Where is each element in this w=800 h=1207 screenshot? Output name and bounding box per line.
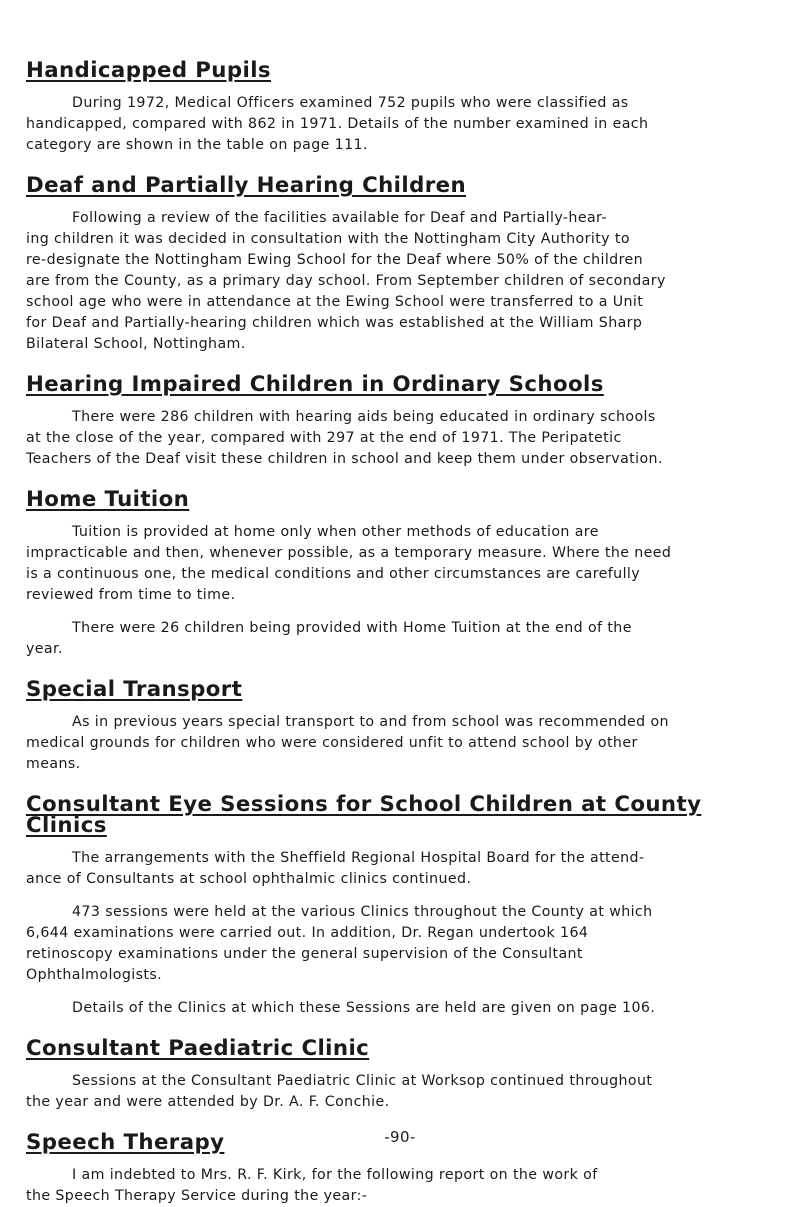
document-page [26,60,786,1207]
text-line: 473 sessions were held at the various Clinics throughout the County at which [72,904,653,920]
text-line: the Speech Therapy Service during the year:- [26,1188,368,1204]
section-consultant-eye-sessions [26,794,786,1019]
paragraph [26,848,786,890]
text-line: There were 26 children being provided with Home Tuition at the end of the [72,620,632,636]
section-deaf-partially-hearing [26,175,786,355]
paragraph [26,1165,786,1207]
text-line: Following a review of the facilities available for Deaf and Partially-hear- [72,210,607,226]
section-heading: Consultant Paediatric Clinic [26,1036,370,1061]
text-line: reviewed from time to time. [26,587,236,603]
text-line: I am indebted to Mrs. R. F. Kirk, for the following report on the work of [72,1167,598,1183]
text-line: The arrangements with the Sheffield Regional Hospital Board for the attend- [72,850,645,866]
text-line: ing children it was decided in consultation with the Nottingham City Authority to [26,231,630,247]
paragraph [26,712,786,775]
text-line: Details of the Clinics at which these Sessions are held are given on page 106. [72,1000,656,1016]
text-line: Tuition is provided at home only when other methods of education are [72,524,599,540]
paragraph [26,93,786,156]
text-line: impracticable and then, whenever possible, as a temporary measure. Where the need [26,545,672,561]
text-line: medical grounds for children who were considered unfit to attend school by other [26,735,638,751]
text-line: Sessions at the Consultant Paediatric Clinic at Worksop continued throughout [72,1073,653,1089]
page-number: -90- [384,1128,416,1146]
text-line: category are shown in the table on page 111. [26,137,368,153]
text-line: Teachers of the Deaf visit these children in school and keep them under observation. [26,451,663,467]
text-line: ance of Consultants at school ophthalmic clinics continued. [26,871,472,887]
section-heading: Special Transport [26,677,243,702]
text-line: for Deaf and Partially-hearing children which was established at the William Sharp [26,315,643,331]
paragraph [26,522,786,606]
text-line: school age who were in attendance at the Ewing School were transferred to a Unit [26,294,644,310]
section-heading: Deaf and Partially Hearing Children [26,173,467,198]
section-heading: Home Tuition [26,487,190,512]
text-line: is a continuous one, the medical conditions and other circumstances are carefully [26,566,641,582]
text-line: 6,644 examinations were carried out. In addition, Dr. Regan undertook 164 [26,925,589,941]
paragraph [26,618,786,660]
section-special-transport [26,679,786,775]
section-heading: Hearing Impaired Children in Ordinary Schools [26,372,604,397]
section-hearing-impaired [26,374,786,470]
text-line: There were 286 children with hearing aids being educated in ordinary schools [72,409,656,425]
text-line: at the close of the year, compared with 297 at the end of 1971. The Peripatetic [26,430,622,446]
text-line: are from the County, as a primary day school. From September children of secondary [26,273,666,289]
paragraph [26,998,786,1019]
section-home-tuition [26,489,786,660]
text-line: retinoscopy examinations under the general supervision of the Consultant [26,946,583,962]
section-heading: Handicapped Pupils [26,58,271,83]
text-line: the year and were attended by Dr. A. F. Conchie. [26,1094,390,1110]
text-line: means. [26,756,81,772]
text-line: year. [26,641,63,657]
paragraph [26,902,786,986]
section-heading: Speech Therapy [26,1130,225,1155]
paragraph [26,208,786,355]
section-heading: Consultant Eye Sessions for School Children at County Clinics [26,792,702,838]
text-line: During 1972, Medical Officers examined 752 pupils who were classified as [72,95,629,111]
text-line: Ophthalmologists. [26,967,163,983]
section-consultant-paediatric-clinic [26,1038,786,1113]
text-line: As in previous years special transport to and from school was recommended on [72,714,669,730]
paragraph [26,407,786,470]
paragraph [26,1071,786,1113]
text-line: Bilateral School, Nottingham. [26,336,246,352]
section-handicapped-pupils [26,60,786,156]
text-line: re-designate the Nottingham Ewing School for the Deaf where 50% of the children [26,252,644,268]
text-line: handicapped, compared with 862 in 1971. Details of the number examined in each [26,116,649,132]
